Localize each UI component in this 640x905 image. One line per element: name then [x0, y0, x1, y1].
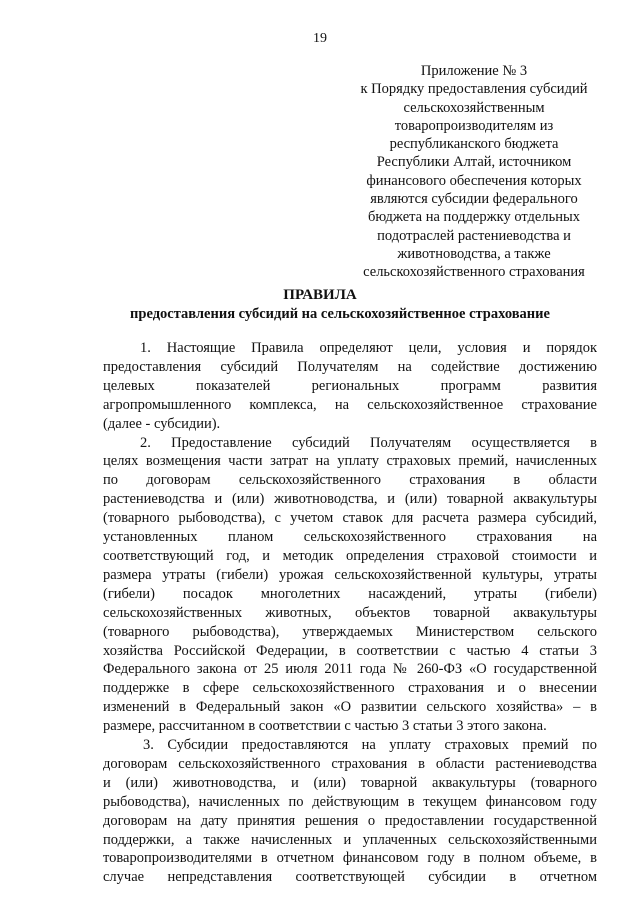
page-number: 19 — [313, 31, 327, 46]
paragraph-2-line: (товарного рыбоводства), утверждаемых Министерством сельского — [103, 623, 597, 640]
paragraph-3-line: товаропроизводителями в отчетном финансовом году в полном объеме, в — [103, 850, 597, 867]
paragraph-3-line: рыбоводства), начисленных по действующим в текущем финансовом году — [103, 793, 597, 810]
appendix-line: животноводства, а также — [397, 245, 551, 262]
paragraph-3-line: поддержки, а также начисленных и уплаченных сельскохозяйственными — [103, 831, 597, 848]
appendix-line: являются субсидии федерального — [370, 191, 578, 208]
paragraph-2-line: по договорам сельскохозяйственного страхования в области — [103, 472, 597, 489]
paragraph-2-line: (гибели) посадок многолетних насаждений, утраты (гибели) — [103, 585, 597, 602]
appendix-line: подотраслей растениеводства и — [377, 227, 571, 244]
appendix-line: товаропроизводителям из — [394, 117, 554, 134]
paragraph-2-line: сельскохозяйственных животных, объектов товарной аквакультуры — [103, 604, 597, 621]
paragraph-1-line: (далее - субсидии). — [103, 415, 221, 432]
paragraph-2-line: (товарного рыбоводства), с учетом ставок для расчета размера субсидий, — [103, 510, 597, 527]
document-subtitle: предоставления субсидий на сельскохозяйственное страхование — [130, 306, 550, 322]
appendix-line: сельскохозяйственным — [403, 99, 545, 116]
paragraph-3-line: 3. Субсидии предоставляются на уплату страховых премий по — [143, 737, 597, 754]
paragraph-3-line: договорам сельскохозяйственного страхования в области растениеводства — [103, 755, 597, 772]
appendix-line: Приложение № 3 — [420, 63, 528, 79]
paragraph-2-line: целях возмещения части затрат на уплату страховых премий, начисленных — [103, 453, 597, 470]
paragraph-2-line: растениеводства и (или) животноводства, и (или) товарной аквакультуры — [103, 491, 597, 508]
paragraph-2-line: 2. Предоставление субсидий Получателям осуществляется в — [140, 434, 597, 451]
appendix-line: сельскохозяйственного страхования — [363, 264, 585, 281]
paragraph-1-line: целевых показателей региональных программ развития — [103, 377, 597, 394]
appendix-line: к Порядку предоставления субсидий — [360, 81, 588, 98]
paragraph-2-line: хозяйства Российской Федерации, в соответствии с частью 4 статьи 3 — [103, 642, 597, 659]
appendix-line: финансового обеспечения которых — [366, 172, 582, 189]
paragraph-3-line: и (или) животноводства, и (или) товарной аквакультуры (товарного — [103, 774, 597, 791]
paragraph-3-line: случае непредставления соответствующей субсидии в отчетном — [103, 869, 597, 886]
paragraph-2-line: изменений в Федеральный закон «О развитии сельского хозяйства» – в — [103, 699, 597, 716]
paragraph-2-line: соответствующий год, и методик определения страховой стоимости и — [103, 547, 597, 564]
paragraph-3-line: договорам на дату принятия решения о предоставлении государственной — [103, 812, 597, 829]
appendix-line: Республики Алтай, источником — [376, 154, 572, 171]
document-body — [103, 339, 597, 887]
appendix-line: бюджета на поддержку отдельных — [368, 209, 580, 226]
appendix-line: республиканского бюджета — [389, 136, 559, 153]
appendix-header — [340, 62, 608, 282]
paragraph-2-line: размера утраты (гибели) урожая сельскохозяйственной культуры, утраты — [103, 566, 597, 583]
paragraph-1-line: 1. Настоящие Правила определяют цели, условия и порядок — [140, 340, 597, 356]
paragraph-2-line: установленных планом сельскохозяйственного страхования на — [103, 529, 597, 546]
document-title: ПРАВИЛА — [283, 287, 357, 303]
paragraph-2-line: поддержке в сфере сельскохозяйственного страхования и о внесении — [103, 680, 597, 697]
paragraph-2-line: размере, рассчитанном в соответствии с частью 3 статьи 3 этого закона. — [103, 718, 547, 735]
paragraph-1-line: агропромышленного комплекса, на сельскохозяйственное страхование — [103, 396, 597, 413]
paragraph-2-line: Федерального закона от 25 июля 2011 года № 260-ФЗ «О государственной — [103, 661, 597, 678]
paragraph-1-line: предоставления субсидий Получателям на содействие достижению — [103, 358, 597, 375]
